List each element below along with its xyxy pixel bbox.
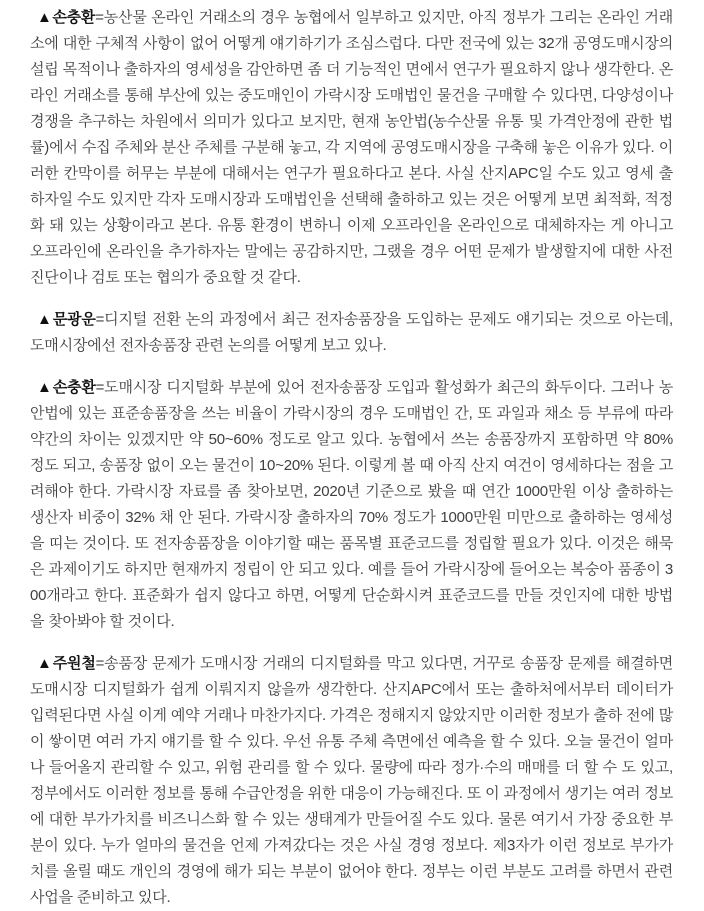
paragraph-text: 도매시장 디지털화 부분에 있어 전자송품장 도입과 활성화가 최근의 화두이다. 그러나 농안법에 있는 표준송품장을 쓰는 비율이 가락시장의 경우 도매법인 간, 또 과일과 채소 등 부류에 따라 약간의 차이는 있겠지만 약 50~60% 정도로 알고 있다. 농협에서 쓰는 송품장까지 포함하면 약 80% 정도 되고, 송품장 없이 오는 물건이 10~20% 된다. 이렇게 볼 때 아직 산지 여건이 영세하다는 점을 고려해야 한다. 가락시장 자료를 좀 찾아보면, 2020년 기준으로 봤을 때 연간 1000만원 이상 출하하는 생산자 비중이 32% 채 안 된다. 가락시장 출하자의 70% 정도가 1000만원 미만으로 출하하는 영세성을 띠는 것이다. 또 전자송품장을 이야기할 때는 품목별 표준코드를 정립할 필요가 있다. 이것은 해묵은 과제이기도 하지만 현재까지 정립이 안 되고 있다. 예를 들어 가락시장에 들어오는 복숭아 품종이 300개라고 한다. 표준화가 쉽지 않다고 하면, 어떻게 단순화시켜 표준코드를 만들 것인지에 대한 방법을 찾아봐야 할 것이다. xyxy=(30,379,673,630)
triangle-marker-icon: ▲ xyxy=(37,9,53,26)
interview-paragraph xyxy=(30,375,673,635)
name-text-separator: = xyxy=(95,655,105,672)
interview-paragraph xyxy=(30,651,673,911)
paragraph-text: 디지털 전환 논의 과정에서 최근 전자송품장을 도입하는 문제도 얘기되는 것으로 아는데, 도매시장에선 전자송품장 관련 논의를 어떻게 보고 있나. xyxy=(30,311,673,354)
speaker-label xyxy=(37,311,96,328)
speaker-name: 손충환 xyxy=(52,9,96,26)
speaker-label xyxy=(37,9,95,26)
interview-paragraph xyxy=(30,5,673,291)
speaker-name: 주원철 xyxy=(52,655,96,672)
speaker-name: 손충환 xyxy=(52,379,96,396)
paragraph-text: 농산물 온라인 거래소의 경우 농협에서 일부하고 있지만, 아직 정부가 그리는 온라인 거래소에 대한 구체적 사항이 없어 어떻게 얘기하기가 조심스럽다. 다만 전국에 있는 32개 공영도매시장의 설립 목적이나 출하자의 영세성을 감안하면 좀 더 기능적인 면에서 연구가 필요하지 않나 생각한다. 온라인 거래소를 통해 부산에 있는 중도매인이 가락시장 도매법인 물건을 구매할 수 있다면, 다양성이나 경쟁을 추구하는 차원에서 의미가 있다고 보지만, 현재 농안법(농수산물 유통 및 가격안정에 관한 법률)에서 수집 주체와 분산 주체를 구분해 놓고, 각 지역에 공영도매시장을 구축해 놓은 이유가 있다. 이러한 칸막이를 허무는 부분에 대해서는 연구가 필요하다고 본다. 사실 산지APC일 수도 있고 영세 출하자일 수도 있지만 각자 도매시장과 도매법인을 선택해 출하하고 있는 것은 어떻게 보면 최적화, 적정화 돼 있는 상황이라고 본다. 유통 환경이 변하니 이제 오프라인을 온라인으로 대체하자는 게 아니고 오프라인에 온라인을 추가하자는 말에는 공감하지만, 그랬을 경우 어떤 문제가 발생할지에 대한 사전 진단이나 검토 또는 협의가 중요할 것 같다. xyxy=(30,9,673,286)
speaker-name: 문광운 xyxy=(52,311,96,328)
interview-transcript xyxy=(30,5,673,911)
paragraph-text: 송품장 문제가 도매시장 거래의 디지털화를 막고 있다면, 거꾸로 송품장 문제를 해결하면 도매시장 디지털화가 쉽게 이뤄지지 않을까 생각한다. 산지APC에서 또는 출하처에서부터 데이터가 입력된다면 사실 이게 예약 거래나 마찬가지다. 가격은 정해지지 않았지만 이러한 정보가 출하 전에 많이 쌓이면 여러 가지 얘기를 할 수 있다. 우선 유통 주체 측면에선 예측을 할 수 있다. 오늘 물건이 얼마나 들어올지 관리할 수 있고, 위험 관리를 할 수 있다. 물량에 따라 정가·수의 매매를 더 할 수 도 있고, 정부에서도 이러한 정보를 통해 수급안정을 위한 대응이 가능해진다. 또 이 과정에서 생기는 여러 정보에 대한 부가가치를 비즈니스화 할 수 있는 생태계가 만들어질 수도 있다. 물론 여기서 가장 중요한 부분이 있다. 누가 얼마의 물건을 언제 가져갔다는 것은 사실 경영 정보다. 제3자가 이런 정보로 부가가치를 올릴 때도 개인의 경영에 해가 되는 부분이 없어야 한다. 정부는 이런 부분도 고려를 하면서 관련 사업을 준비하고 있다. xyxy=(30,655,673,906)
name-text-separator: = xyxy=(95,311,105,328)
triangle-marker-icon: ▲ xyxy=(37,379,53,396)
speaker-label xyxy=(37,379,96,396)
triangle-marker-icon: ▲ xyxy=(37,311,53,328)
triangle-marker-icon: ▲ xyxy=(37,655,53,672)
name-text-separator: = xyxy=(95,9,104,26)
name-text-separator: = xyxy=(95,379,105,396)
interview-paragraph xyxy=(30,307,673,359)
speaker-label xyxy=(37,655,96,672)
